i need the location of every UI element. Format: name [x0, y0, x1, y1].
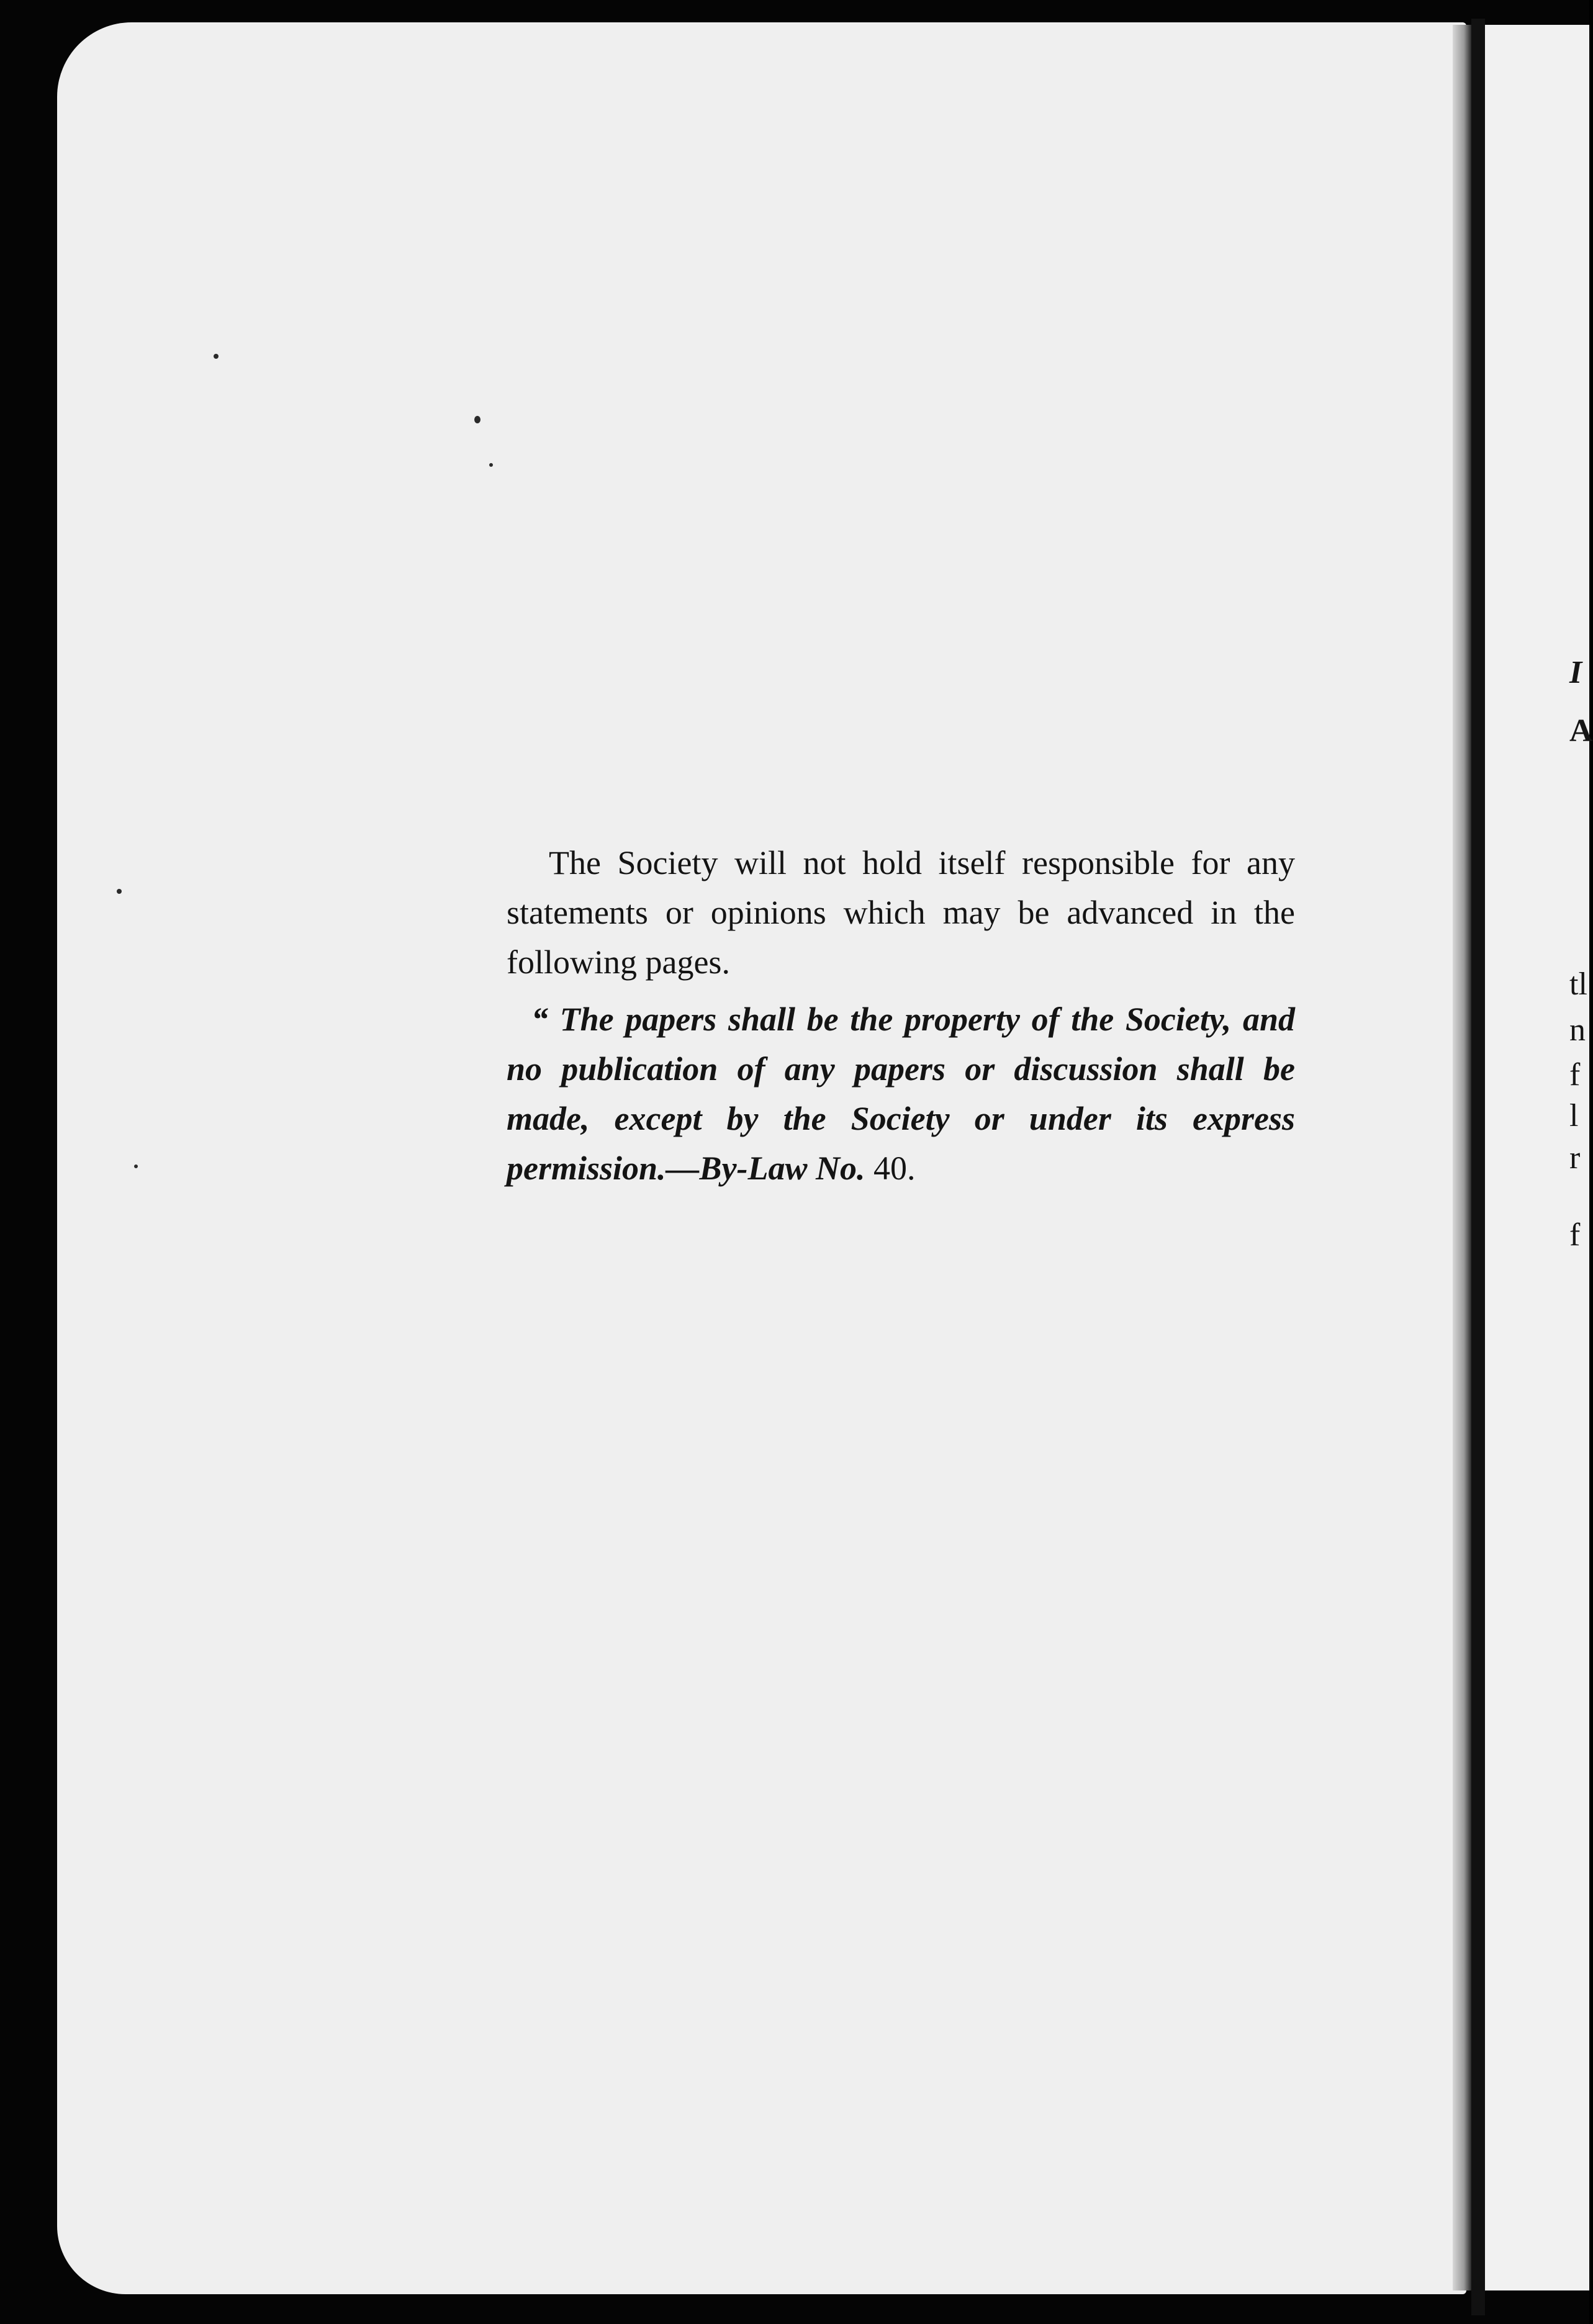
facing-page-letter: r [1569, 1140, 1581, 1176]
facing-page-letter: l [1569, 1098, 1579, 1133]
ink-speck [134, 1164, 138, 1168]
facing-page-letter: f [1569, 1057, 1581, 1092]
facing-page-letter: f [1569, 1217, 1581, 1253]
book-gutter [1471, 19, 1485, 2315]
facing-page-edge [1485, 25, 1593, 2290]
bylaw-number: 40. [873, 1150, 916, 1187]
ink-speck [117, 889, 122, 894]
ink-speck [474, 416, 481, 423]
bylaw-quote-paragraph [507, 994, 1295, 1193]
facing-page-letter: tl [1569, 966, 1587, 1002]
ink-speck [489, 463, 493, 467]
ink-speck [214, 354, 219, 359]
disclaimer-paragraph: The Society will not hold itself responsible for any statements or opinions which may be advanced in the following pages. [507, 844, 1295, 981]
page-fold-shadow [1453, 25, 1471, 2290]
facing-page-letter: I [1569, 655, 1582, 690]
publication-notice [507, 838, 1295, 1193]
facing-page-letter: A [1569, 713, 1593, 749]
facing-page-letter: n [1569, 1012, 1586, 1048]
bylaw-quote-text: “ The papers shall be the property of the Society, and no publication of any papers or discussion shall be made, except by the Society or under its express permission.—By-Law No. [507, 1001, 1295, 1187]
